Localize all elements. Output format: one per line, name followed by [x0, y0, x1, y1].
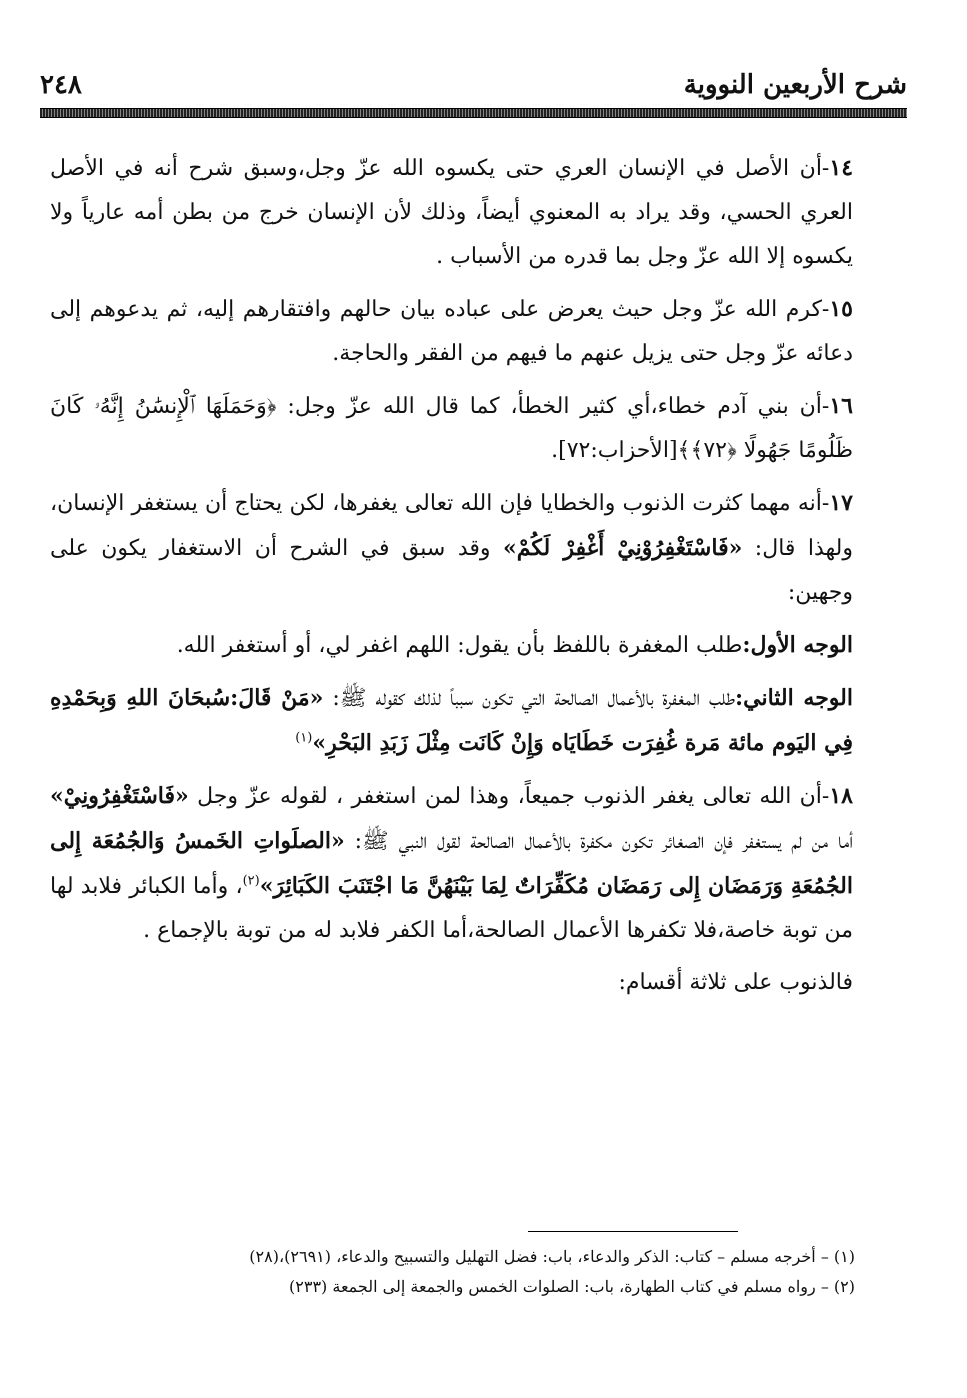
paragraph-text: -أن الله تعالى يغفر الذنوب جميعاً، وهذا لمن استغفر ، لقوله عزّ وجل	[188, 784, 830, 809]
paragraph-text: -أن الأصل في الإنسان العري حتى يكسوه الله عزّ وجل،وسبق شرح أنه في الأصل العري الحسي، وقد يراد به المعنوي أيضاً، وذلك لأن الإنسان خرج من بطن أمه عارياً ولا يكسوه إلا الله عزّ وجل بما قدره من الأسباب .	[50, 156, 853, 269]
paragraph-number: ١٥	[829, 296, 853, 322]
page-header	[40, 66, 907, 106]
footnotes	[120, 1242, 855, 1302]
aspect-first	[50, 623, 909, 668]
paragraph-number: ١٧	[829, 490, 853, 516]
footnote-ref: (٢)	[242, 873, 260, 889]
closing-line: فالذنوب على ثلاثة أقسام:	[618, 970, 853, 995]
paragraph-number: ١٨	[829, 783, 853, 809]
aspect-text: طلب المغفرة بالأعمال الصالحة التي تكون سبباً لذلك كقوله ﷺ:	[323, 686, 735, 711]
verse-reference: [الأحزاب:٧٢].	[551, 438, 678, 463]
footnote-divider	[528, 1231, 738, 1232]
paragraph-18	[50, 774, 909, 953]
header-divider	[40, 108, 907, 118]
paragraph-number: ١٦	[829, 393, 853, 419]
footnote-ref: (١)	[295, 730, 313, 746]
book-title: شرح الأربعين النووية	[683, 70, 907, 100]
paragraph-text-continued: وقد سبق في الشرح أن الاستغفار يكون على وجهين:	[50, 536, 853, 605]
paragraph-16	[50, 384, 909, 473]
paragraph-14	[50, 146, 909, 279]
body-text	[50, 146, 909, 1013]
paragraph-number: ١٤	[829, 155, 854, 181]
paragraph-text-ending: ، وأما الكبائر فلابد لها من توبة خاصة،فلا تكفرها الأعمال الصالحة،أما الكفر فلابد له من توبة بالإجماع .	[50, 874, 853, 943]
quran-verse: ﴿وَحَمَلَهَا ٱلْإِنسَٰنُ إِنَّهُۥ كَانَ ظَلُومًا جَهُولًا ﴿٧٢﴾﴾	[50, 394, 853, 463]
paragraph-text-continued: أما من لم يستغفر فإن الصغائر تكون مكفرة بالأعمال الصالحة لقول النبي ﷺ:	[344, 829, 853, 854]
hadith-quote: «الصلَواتِ الخَمسُ وَالجُمُعَة إِلى الجُمُعَةِ وَرَمَضَان إِلى رَمَضَان مُكَفِّرَاتٌ لِمَا بَيْنَهُنَّ مَا اجْتَنَبَ الكَبَائِرَ»	[50, 828, 853, 899]
aspect-second	[50, 676, 909, 766]
footnote-2: (٢) – رواه مسلم في كتاب الطهارة، باب: الصلوات الخمس والجمعة إلى الجمعة (٢٣٣)	[289, 1277, 855, 1296]
hadith-quote: «مَنْ قَالَ:سُبحَانَ اللهِ وَبِحَمْدِهِ فِي اليَوم مائة مَرة غُفِرَت خَطَايَاه وَإِنْ كَانَت مِثْلَ زَبَدِ البَحْرِ»	[50, 685, 853, 756]
aspect-label: الوجه الأول:	[742, 632, 853, 658]
quran-quote: «فَاسْتَغْفِرُونِيْ»	[50, 783, 189, 809]
paragraph-text: -كرم الله عزّ وجل حيث يعرض على عباده بيان حالهم وافتقارهم إليه، ثم يدعوهم إلى دعائه عزّ وجل حتى يزيل عنهم ما فيهم من الفقر والحاجة.	[50, 297, 853, 366]
paragraph-15	[50, 287, 909, 376]
aspect-text: طلب المغفرة باللفظ بأن يقول: اللهم اغفر لي، أو أستغفر الله.	[176, 633, 743, 658]
page-number: ٢٤٨	[40, 70, 82, 100]
hadith-quote: «فَاسْتَغْفِرُوْنِيْ أَغْفِرْ لَكُمْ»	[502, 535, 743, 561]
footnote-1: (١) – أخرجه مسلم – كتاب: الذكر والدعاء، باب: فضل التهليل والتسبيح والدعاء، (٢٦٩١)،(٢٨)	[249, 1247, 855, 1266]
paragraph-17	[50, 481, 909, 615]
paragraph-text: -أنه مهما كثرت الذنوب والخطايا فإن الله تعالى يغفرها، لكن يحتاج أن يستغفر الإنسان، ولهذا قال:	[50, 491, 853, 561]
paragraph-text: -أن بني آدم خطاء،أي كثير الخطأ، كما قال الله عزّ وجل:	[276, 394, 830, 419]
aspect-label: الوجه الثاني:	[734, 685, 853, 711]
